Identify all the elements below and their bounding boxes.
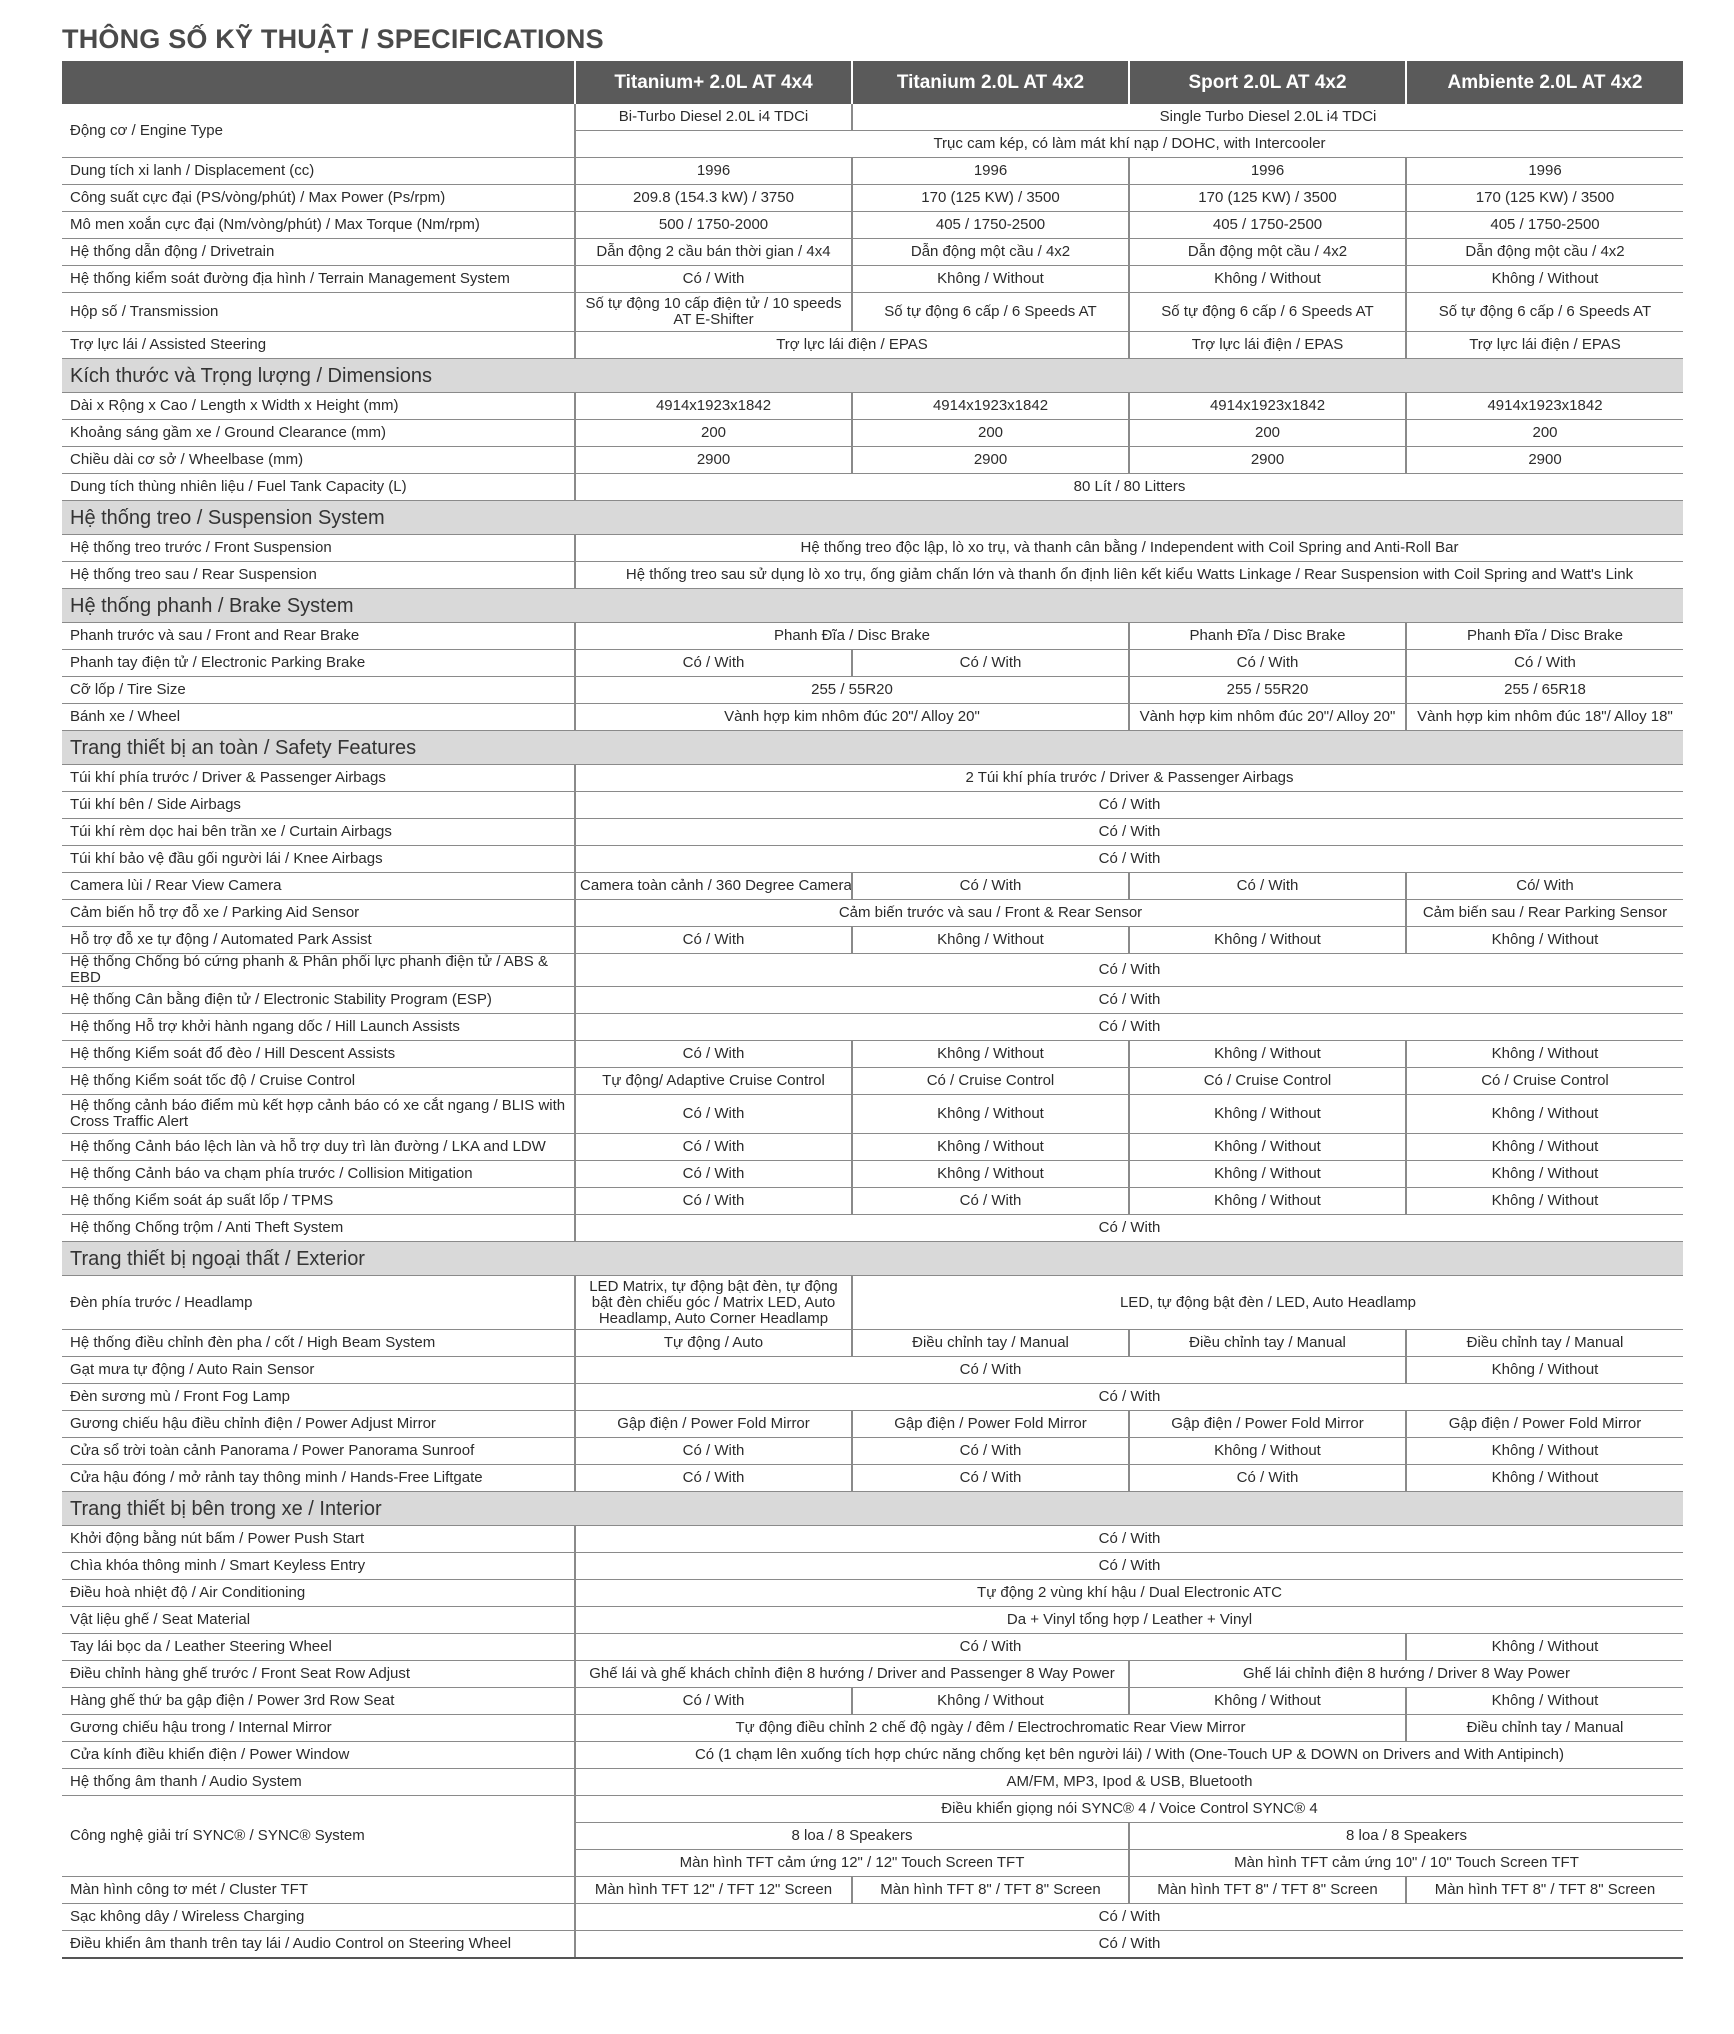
- spec-value: Không / Without: [1129, 266, 1406, 293]
- spec-row: [62, 562, 1683, 589]
- spec-value: Không / Without: [1129, 1161, 1406, 1188]
- spec-label: Phanh trước và sau / Front and Rear Brake: [62, 623, 575, 650]
- spec-value: Vành hợp kim nhôm đúc 20"/ Alloy 20": [575, 704, 1129, 731]
- spec-label: Cửa sổ trời toàn cảnh Panorama / Power Panorama Sunroof: [62, 1438, 575, 1465]
- spec-row: [62, 158, 1683, 185]
- spec-value: Dẫn động một cầu / 4x2: [1406, 239, 1683, 266]
- spec-row: [62, 900, 1683, 927]
- spec-value: Không / Without: [1129, 1041, 1406, 1068]
- spec-label: Hệ thống Kiểm soát tốc độ / Cruise Control: [62, 1068, 575, 1095]
- spec-row: [62, 239, 1683, 266]
- spec-value: Tự động 2 vùng khí hậu / Dual Electronic ATC: [575, 1580, 1683, 1607]
- spec-label: Hệ thống Cân bằng điện tử / Electronic Stability Program (ESP): [62, 987, 575, 1014]
- header-row: [62, 61, 1683, 104]
- spec-row: [62, 1580, 1683, 1607]
- spec-value: 4914x1923x1842: [1129, 393, 1406, 420]
- spec-row: [62, 293, 1683, 332]
- spec-value: Không / Without: [1129, 1688, 1406, 1715]
- spec-row: [62, 1095, 1683, 1134]
- spec-label: Điều khiển âm thanh trên tay lái / Audio Control on Steering Wheel: [62, 1931, 575, 1959]
- spec-value: Có (1 chạm lên xuống tích hợp chức năng chống kẹt bên người lái) / With (One-Touch UP & DOWN on Drivers and With Antipinch): [575, 1742, 1683, 1769]
- spec-value: 1996: [1406, 158, 1683, 185]
- spec-value: Có / With: [852, 1465, 1129, 1492]
- spec-label: Điều chỉnh hàng ghế trước / Front Seat Row Adjust: [62, 1661, 575, 1688]
- section-title: Trang thiết bị an toàn / Safety Features: [62, 731, 1683, 765]
- spec-row: [62, 1553, 1683, 1580]
- spec-value: Có / With: [575, 1553, 1683, 1580]
- spec-row: [62, 474, 1683, 501]
- column-header-sport-4x2: Sport 2.0L AT 4x2: [1129, 61, 1406, 104]
- spec-row: [62, 1465, 1683, 1492]
- spec-row: [62, 1330, 1683, 1357]
- spec-value: Có / With: [575, 1357, 1406, 1384]
- spec-value: Tự động điều chỉnh 2 chế độ ngày / đêm / Electrochromatic Rear View Mirror: [575, 1715, 1406, 1742]
- spec-row: [62, 332, 1683, 359]
- spec-row: [62, 765, 1683, 792]
- spec-value: 405 / 1750-2500: [852, 212, 1129, 239]
- spec-row: [62, 1688, 1683, 1715]
- spec-row: [62, 185, 1683, 212]
- spec-label: Hệ thống Hỗ trợ khởi hành ngang dốc / Hill Launch Assists: [62, 1014, 575, 1041]
- spec-label: Màn hình công tơ mét / Cluster TFT: [62, 1877, 575, 1904]
- spec-value: Không / Without: [1406, 1161, 1683, 1188]
- spec-label: Dung tích thùng nhiên liệu / Fuel Tank Capacity (L): [62, 474, 575, 501]
- spec-row: [62, 1438, 1683, 1465]
- spec-row: [62, 1134, 1683, 1161]
- spec-value: 170 (125 KW) / 3500: [852, 185, 1129, 212]
- spec-label: Hộp số / Transmission: [62, 293, 575, 332]
- spec-row: [62, 650, 1683, 677]
- spec-row: [62, 393, 1683, 420]
- spec-label: Khoảng sáng gầm xe / Ground Clearance (mm): [62, 420, 575, 447]
- spec-value: 170 (125 KW) / 3500: [1406, 185, 1683, 212]
- spec-label: Gạt mưa tự động / Auto Rain Sensor: [62, 1357, 575, 1384]
- spec-label: Hệ thống treo sau / Rear Suspension: [62, 562, 575, 589]
- spec-value: Vành hợp kim nhôm đúc 20"/ Alloy 20": [1129, 704, 1406, 731]
- spec-label: Hệ thống kiểm soát đường địa hình / Terrain Management System: [62, 266, 575, 293]
- spec-value: Phanh Đĩa / Disc Brake: [1129, 623, 1406, 650]
- spec-value: Màn hình TFT cảm ứng 12" / 12" Touch Screen TFT: [575, 1850, 1129, 1877]
- spec-value: Có / With: [575, 1634, 1406, 1661]
- spec-value: Hệ thống treo độc lập, lò xo trụ, và thanh cân bằng / Independent with Coil Spring and Anti-Roll Bar: [575, 535, 1683, 562]
- column-header-titanium-plus-4x4: Titanium+ 2.0L AT 4x4: [575, 61, 852, 104]
- spec-value: Có / With: [575, 1215, 1683, 1242]
- spec-value: 200: [852, 420, 1129, 447]
- spec-value: Phanh Đĩa / Disc Brake: [575, 623, 1129, 650]
- spec-value: Có / With: [1129, 1465, 1406, 1492]
- spec-label: Đèn phía trước / Headlamp: [62, 1276, 575, 1330]
- spec-label: Hàng ghế thứ ba gập điện / Power 3rd Row Seat: [62, 1688, 575, 1715]
- spec-label: Hệ thống Cảnh báo va chạm phía trước / Collision Mitigation: [62, 1161, 575, 1188]
- spec-label: Đèn sương mù / Front Fog Lamp: [62, 1384, 575, 1411]
- spec-value: 4914x1923x1842: [575, 393, 852, 420]
- spec-value: Điều chỉnh tay / Manual: [1406, 1330, 1683, 1357]
- spec-label: Cảm biến hỗ trợ đỗ xe / Parking Aid Sensor: [62, 900, 575, 927]
- spec-row: [62, 623, 1683, 650]
- spec-value: Có / With: [575, 1931, 1683, 1959]
- spec-value: Không / Without: [1406, 1095, 1683, 1134]
- spec-value: Có / With: [575, 266, 852, 293]
- spec-value: Không / Without: [1406, 1465, 1683, 1492]
- spec-value: Có / With: [575, 1465, 852, 1492]
- spec-label: Gương chiếu hậu điều chỉnh điện / Power Adjust Mirror: [62, 1411, 575, 1438]
- spec-value: Bi-Turbo Diesel 2.0L i4 TDCi: [575, 104, 852, 131]
- spec-value: 8 loa / 8 Speakers: [575, 1823, 1129, 1850]
- spec-label: Hệ thống dẫn động / Drivetrain: [62, 239, 575, 266]
- column-header-titanium-4x2: Titanium 2.0L AT 4x2: [852, 61, 1129, 104]
- spec-value: 200: [1129, 420, 1406, 447]
- spec-row: [62, 1769, 1683, 1796]
- spec-row: [62, 1215, 1683, 1242]
- spec-value: Phanh Đĩa / Disc Brake: [1406, 623, 1683, 650]
- spec-value: Không / Without: [1406, 1438, 1683, 1465]
- spec-value: Không / Without: [852, 1095, 1129, 1134]
- spec-value: Số tự động 6 cấp / 6 Speeds AT: [1406, 293, 1683, 332]
- spec-value: Có / With: [575, 819, 1683, 846]
- spec-label: Túi khí rèm dọc hai bên trần xe / Curtain Airbags: [62, 819, 575, 846]
- spec-label: Động cơ / Engine Type: [62, 104, 575, 158]
- spec-label: Túi khí bảo vệ đầu gối người lái / Knee Airbags: [62, 846, 575, 873]
- spec-row: [62, 987, 1683, 1014]
- spec-row: [62, 704, 1683, 731]
- spec-value: 200: [1406, 420, 1683, 447]
- spec-row: [62, 420, 1683, 447]
- spec-value: Gập điện / Power Fold Mirror: [575, 1411, 852, 1438]
- spec-value: Dẫn động một cầu / 4x2: [852, 239, 1129, 266]
- spec-row: [62, 1068, 1683, 1095]
- spec-value: Không / Without: [1406, 1188, 1683, 1215]
- section-title: Hệ thống phanh / Brake System: [62, 589, 1683, 623]
- spec-value: Ghế lái và ghế khách chỉnh điện 8 hướng / Driver and Passenger 8 Way Power: [575, 1661, 1129, 1688]
- spec-value: Có / With: [575, 792, 1683, 819]
- spec-value: Có / With: [575, 650, 852, 677]
- section-header-row: [62, 731, 1683, 765]
- spec-row: [62, 1014, 1683, 1041]
- spec-label: Trợ lực lái / Assisted Steering: [62, 332, 575, 359]
- spec-value: Điều chỉnh tay / Manual: [1129, 1330, 1406, 1357]
- spec-value: Có / With: [575, 1438, 852, 1465]
- spec-value: Gập điện / Power Fold Mirror: [852, 1411, 1129, 1438]
- spec-row: [62, 1411, 1683, 1438]
- spec-value: Có / With: [575, 1014, 1683, 1041]
- spec-label: Chìa khóa thông minh / Smart Keyless Entry: [62, 1553, 575, 1580]
- spec-value: 1996: [575, 158, 852, 185]
- spec-row: [62, 927, 1683, 954]
- spec-value: Không / Without: [1129, 1134, 1406, 1161]
- spec-value: Không / Without: [1129, 1188, 1406, 1215]
- spec-label: Dung tích xi lanh / Displacement (cc): [62, 158, 575, 185]
- spec-row: [62, 846, 1683, 873]
- spec-value: Điều chỉnh tay / Manual: [1406, 1715, 1683, 1742]
- spec-label: Hệ thống Chống trộm / Anti Theft System: [62, 1215, 575, 1242]
- spec-value: Có / With: [575, 1904, 1683, 1931]
- spec-label: Hệ thống treo trước / Front Suspension: [62, 535, 575, 562]
- spec-value: Có / Cruise Control: [852, 1068, 1129, 1095]
- section-title: Hệ thống treo / Suspension System: [62, 501, 1683, 535]
- spec-value: Gập điện / Power Fold Mirror: [1406, 1411, 1683, 1438]
- spec-row: [62, 1161, 1683, 1188]
- spec-value: Màn hình TFT 8" / TFT 8" Screen: [1129, 1877, 1406, 1904]
- specifications-body: [62, 104, 1683, 1958]
- spec-value: Không / Without: [1129, 1438, 1406, 1465]
- spec-value: 170 (125 KW) / 3500: [1129, 185, 1406, 212]
- spec-value: 1996: [852, 158, 1129, 185]
- spec-label: Hệ thống âm thanh / Audio System: [62, 1769, 575, 1796]
- spec-value: Có / With: [575, 1526, 1683, 1553]
- spec-value: Ghế lái chỉnh điện 8 hướng / Driver 8 Way Power: [1129, 1661, 1683, 1688]
- spec-value: Không / Without: [852, 1161, 1129, 1188]
- spec-label: Phanh tay điện tử / Electronic Parking Brake: [62, 650, 575, 677]
- spec-value: 2900: [1406, 447, 1683, 474]
- spec-label: Tay lái bọc da / Leather Steering Wheel: [62, 1634, 575, 1661]
- spec-label: Khởi động bằng nút bấm / Power Push Start: [62, 1526, 575, 1553]
- spec-value: Không / Without: [1406, 927, 1683, 954]
- spec-row: [62, 819, 1683, 846]
- section-header-row: [62, 589, 1683, 623]
- section-title: Kích thước và Trọng lượng / Dimensions: [62, 359, 1683, 393]
- spec-value: Màn hình TFT cảm ứng 10" / 10" Touch Screen TFT: [1129, 1850, 1683, 1877]
- spec-label: Hệ thống điều chỉnh đèn pha / cốt / High Beam System: [62, 1330, 575, 1357]
- spec-label: Hệ thống Kiểm soát áp suất lốp / TPMS: [62, 1188, 575, 1215]
- spec-row: [62, 1661, 1683, 1688]
- spec-value: Trợ lực lái điện / EPAS: [1129, 332, 1406, 359]
- spec-value: 255 / 65R18: [1406, 677, 1683, 704]
- spec-row: [62, 1634, 1683, 1661]
- spec-value: Tự động/ Adaptive Cruise Control: [575, 1068, 852, 1095]
- spec-value: Có / With: [575, 1384, 1683, 1411]
- spec-label: Hệ thống cảnh báo điểm mù kết hợp cảnh báo có xe cắt ngang / BLIS with Cross Traffic Alert: [62, 1095, 575, 1134]
- spec-label: Công nghệ giải trí SYNC® / SYNC® System: [62, 1796, 575, 1877]
- spec-label: Hỗ trợ đỗ xe tự động / Automated Park Assist: [62, 927, 575, 954]
- spec-value: Dẫn động một cầu / 4x2: [1129, 239, 1406, 266]
- spec-value: 405 / 1750-2500: [1406, 212, 1683, 239]
- spec-value: 2900: [575, 447, 852, 474]
- spec-row: [62, 1384, 1683, 1411]
- spec-value: Vành hợp kim nhôm đúc 18"/ Alloy 18": [1406, 704, 1683, 731]
- spec-row: [62, 1041, 1683, 1068]
- spec-label: Túi khí phía trước / Driver & Passenger Airbags: [62, 765, 575, 792]
- spec-label: Công suất cực đại (PS/vòng/phút) / Max Power (Ps/rpm): [62, 185, 575, 212]
- spec-label: Sạc không dây / Wireless Charging: [62, 1904, 575, 1931]
- spec-value: AM/FM, MP3, Ipod & USB, Bluetooth: [575, 1769, 1683, 1796]
- spec-value: Không / Without: [1406, 1357, 1683, 1384]
- spec-value: Có / With: [1129, 650, 1406, 677]
- spec-row: [62, 1276, 1683, 1330]
- spec-value: Hệ thống treo sau sử dụng lò xo trụ, ống giảm chấn lớn và thanh ổn định liên kết kiểu Watts Linkage / Rear Suspension with Coil Spring and Watt's Link: [575, 562, 1683, 589]
- spec-value: 2900: [852, 447, 1129, 474]
- spec-value: Cảm biến trước và sau / Front & Rear Sensor: [575, 900, 1406, 927]
- spec-value: Có / With: [1406, 650, 1683, 677]
- spec-value: 255 / 55R20: [575, 677, 1129, 704]
- spec-value: Không / Without: [1406, 266, 1683, 293]
- spec-row: [62, 212, 1683, 239]
- spec-row: [62, 1931, 1683, 1959]
- spec-row: [62, 873, 1683, 900]
- spec-value: Có / With: [852, 1188, 1129, 1215]
- section-header-row: [62, 1492, 1683, 1526]
- spec-row: [62, 954, 1683, 987]
- spec-value: 405 / 1750-2500: [1129, 212, 1406, 239]
- spec-value: 8 loa / 8 Speakers: [1129, 1823, 1683, 1850]
- spec-value: Dẫn động 2 cầu bán thời gian / 4x4: [575, 239, 852, 266]
- spec-value: Camera toàn cảnh / 360 Degree Camera: [575, 873, 852, 900]
- section-title: Trang thiết bị bên trong xe / Interior: [62, 1492, 1683, 1526]
- section-header-row: [62, 1242, 1683, 1276]
- spec-label: Bánh xe / Wheel: [62, 704, 575, 731]
- page-title: THÔNG SỐ KỸ THUẬT / SPECIFICATIONS: [62, 24, 604, 54]
- spec-value: Có / With: [852, 1438, 1129, 1465]
- spec-value: Không / Without: [852, 1041, 1129, 1068]
- spec-value: Không / Without: [852, 1134, 1129, 1161]
- spec-value: Có / Cruise Control: [1129, 1068, 1406, 1095]
- spec-label: Túi khí bên / Side Airbags: [62, 792, 575, 819]
- spec-value: 4914x1923x1842: [852, 393, 1129, 420]
- spec-value: Không / Without: [852, 927, 1129, 954]
- spec-label: Camera lùi / Rear View Camera: [62, 873, 575, 900]
- spec-value: Không / Without: [1406, 1634, 1683, 1661]
- spec-value: Số tự động 6 cấp / 6 Speeds AT: [852, 293, 1129, 332]
- specifications-table: [62, 61, 1683, 1959]
- spec-value: LED, tự động bật đèn / LED, Auto Headlamp: [852, 1276, 1683, 1330]
- spec-value: Gập điện / Power Fold Mirror: [1129, 1411, 1406, 1438]
- spec-label: Hệ thống Cảnh báo lệch làn và hỗ trợ duy trì làn đường / LKA and LDW: [62, 1134, 575, 1161]
- spec-value: 500 / 1750-2000: [575, 212, 852, 239]
- section-header-row: [62, 359, 1683, 393]
- spec-row: [62, 535, 1683, 562]
- spec-row: [62, 447, 1683, 474]
- spec-value: Da + Vinyl tổng hợp / Leather + Vinyl: [575, 1607, 1683, 1634]
- spec-row: [62, 1715, 1683, 1742]
- spec-value: Có / With: [575, 1095, 852, 1134]
- spec-value: Có / With: [575, 987, 1683, 1014]
- spec-value: 255 / 55R20: [1129, 677, 1406, 704]
- header-corner: [62, 61, 575, 104]
- spec-row: [62, 792, 1683, 819]
- spec-label: Chiều dài cơ sở / Wheelbase (mm): [62, 447, 575, 474]
- spec-value: Không / Without: [1406, 1134, 1683, 1161]
- spec-value: Tự động / Auto: [575, 1330, 852, 1357]
- spec-value: Có / With: [852, 873, 1129, 900]
- spec-value: Có / With: [852, 650, 1129, 677]
- spec-label: Cửa kính điều khiển điện / Power Window: [62, 1742, 575, 1769]
- spec-value: LED Matrix, tự động bật đèn, tự động bật đèn chiếu góc / Matrix LED, Auto Headlamp, Auto Corner Headlamp: [575, 1276, 852, 1330]
- spec-value: 2900: [1129, 447, 1406, 474]
- spec-row: [62, 677, 1683, 704]
- spec-value: Màn hình TFT 8" / TFT 8" Screen: [852, 1877, 1129, 1904]
- spec-value: Có / With: [575, 1134, 852, 1161]
- spec-value: Điều chỉnh tay / Manual: [852, 1330, 1129, 1357]
- spec-value: Trợ lực lái điện / EPAS: [575, 332, 1129, 359]
- spec-value: Có / With: [575, 1188, 852, 1215]
- spec-value: Số tự động 6 cấp / 6 Speeds AT: [1129, 293, 1406, 332]
- column-header-ambiente-4x2: Ambiente 2.0L AT 4x2: [1406, 61, 1683, 104]
- spec-label: Điều hoà nhiệt độ / Air Conditioning: [62, 1580, 575, 1607]
- spec-value: Màn hình TFT 12" / TFT 12" Screen: [575, 1877, 852, 1904]
- spec-value: Không / Without: [1129, 1095, 1406, 1134]
- spec-value: Có / With: [575, 954, 1683, 987]
- spec-row: [62, 1357, 1683, 1384]
- spec-value: Có / With: [575, 927, 852, 954]
- spec-value: Không / Without: [852, 266, 1129, 293]
- spec-label: Dài x Rộng x Cao / Length x Width x Height (mm): [62, 393, 575, 420]
- section-title: Trang thiết bị ngoại thất / Exterior: [62, 1242, 1683, 1276]
- spec-value: 209.8 (154.3 kW) / 3750: [575, 185, 852, 212]
- spec-row: [62, 104, 1683, 131]
- spec-value: 80 Lít / 80 Litters: [575, 474, 1683, 501]
- spec-label: Hệ thống Chống bó cứng phanh & Phân phối lực phanh điện tử / ABS & EBD: [62, 954, 575, 987]
- spec-row: [62, 1742, 1683, 1769]
- spec-value: Số tự động 10 cấp điện tử / 10 speeds AT E-Shifter: [575, 293, 852, 332]
- spec-value: 1996: [1129, 158, 1406, 185]
- spec-value: Không / Without: [852, 1688, 1129, 1715]
- spec-label: Hệ thống Kiểm soát đổ đèo / Hill Descent Assists: [62, 1041, 575, 1068]
- spec-value: Trục cam kép, có làm mát khí nạp / DOHC, with Intercooler: [575, 131, 1683, 158]
- spec-value: 200: [575, 420, 852, 447]
- spec-row: [62, 1904, 1683, 1931]
- spec-row: [62, 1188, 1683, 1215]
- spec-label: Cửa hậu đóng / mở rảnh tay thông minh / Hands-Free Liftgate: [62, 1465, 575, 1492]
- spec-row: [62, 266, 1683, 293]
- spec-label: Gương chiếu hậu trong / Internal Mirror: [62, 1715, 575, 1742]
- spec-value: Trợ lực lái điện / EPAS: [1406, 332, 1683, 359]
- spec-value: Có / With: [1129, 873, 1406, 900]
- spec-row: [62, 1607, 1683, 1634]
- spec-value: Không / Without: [1406, 1041, 1683, 1068]
- spec-row: [62, 1877, 1683, 1904]
- spec-value: Có / With: [575, 1688, 852, 1715]
- spec-value: Không / Without: [1406, 1688, 1683, 1715]
- spec-value: Điều khiển giọng nói SYNC® 4 / Voice Control SYNC® 4: [575, 1796, 1683, 1823]
- spec-row: [62, 1526, 1683, 1553]
- spec-value: Cảm biến sau / Rear Parking Sensor: [1406, 900, 1683, 927]
- spec-value: Single Turbo Diesel 2.0L i4 TDCi: [852, 104, 1683, 131]
- spec-label: Vật liệu ghế / Seat Material: [62, 1607, 575, 1634]
- spec-value: 4914x1923x1842: [1406, 393, 1683, 420]
- spec-value: 2 Túi khí phía trước / Driver & Passenger Airbags: [575, 765, 1683, 792]
- spec-value: Có / With: [575, 846, 1683, 873]
- spec-value: Có / With: [575, 1161, 852, 1188]
- spec-value: Có / With: [575, 1041, 852, 1068]
- section-header-row: [62, 501, 1683, 535]
- spec-value: Màn hình TFT 8" / TFT 8" Screen: [1406, 1877, 1683, 1904]
- spec-label: Mô men xoắn cực đại (Nm/vòng/phút) / Max Torque (Nm/rpm): [62, 212, 575, 239]
- spec-label: Cỡ lốp / Tire Size: [62, 677, 575, 704]
- spec-row: [62, 1796, 1683, 1823]
- spec-value: Có / Cruise Control: [1406, 1068, 1683, 1095]
- spec-value: Có/ With: [1406, 873, 1683, 900]
- spec-value: Không / Without: [1129, 927, 1406, 954]
